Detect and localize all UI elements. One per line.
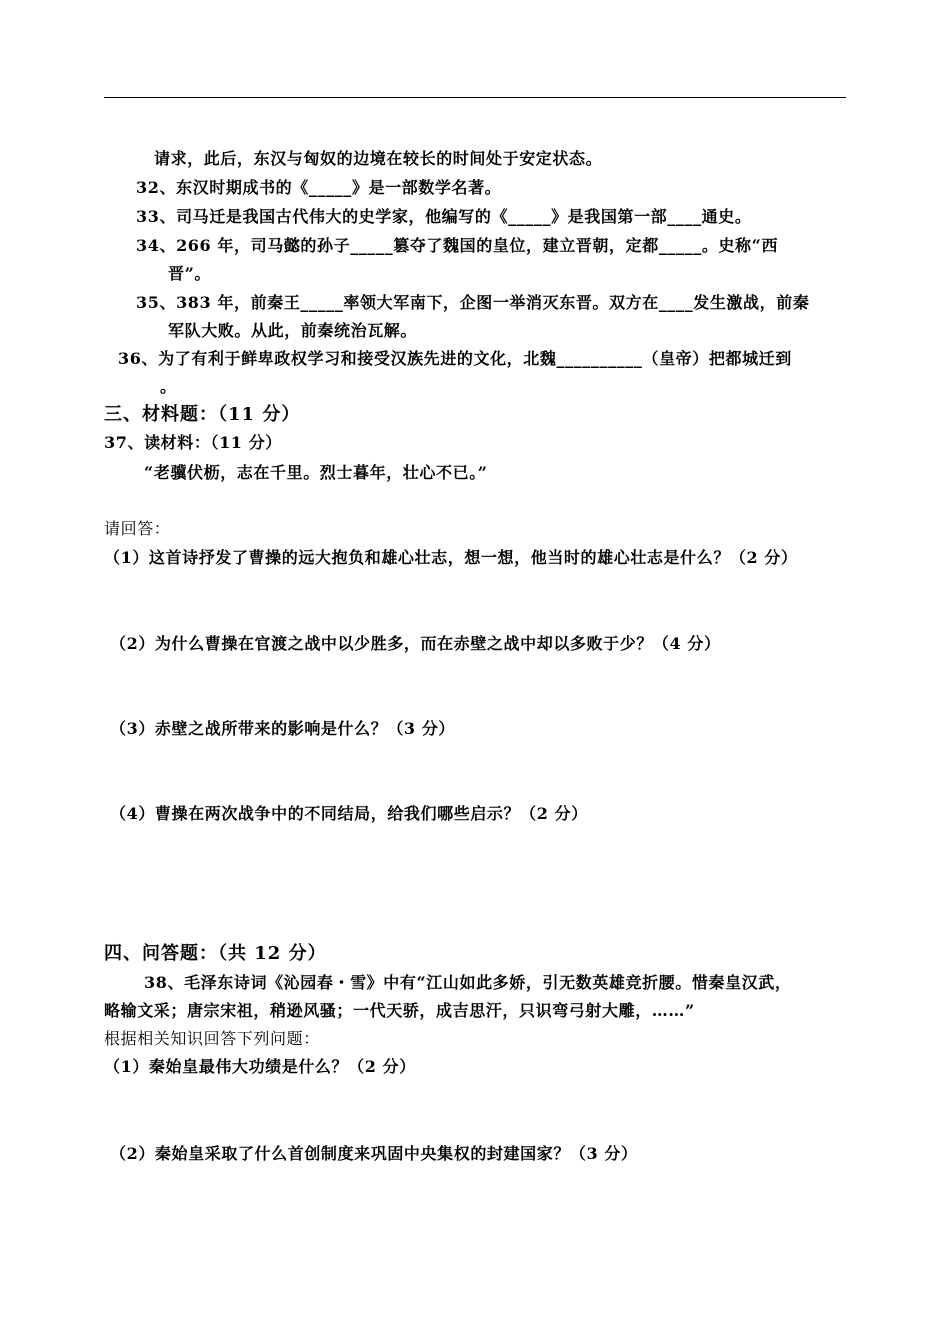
question-38-line2: 略输文采；唐宗宋祖，稍逊风骚；一代天骄，成吉思汗，只识弯弓射大雕，……” (104, 1001, 695, 1020)
question-37-sub1: （1）这首诗抒发了曹操的远大抱负和雄心壮志，想一想，他当时的雄心壮志是什么？（2 分） (104, 548, 798, 567)
question-35-line1: 35、383 年，前秦王_____率领大军南下，企图一举消灭东晋。双方在____发生激战，前秦 (136, 293, 810, 312)
question-38-sub1: （1）秦始皇最伟大功绩是什么？（2 分） (104, 1057, 416, 1076)
section-3-heading: 三、材料题：（11 分） (104, 404, 301, 425)
material-quote: “老骥伏枥，志在千里。烈士暮年，壮心不已。” (144, 463, 488, 482)
question-37-sub3: （3）赤壁之战所带来的影响是什么？（3 分） (110, 719, 456, 738)
question-37-sub4: （4）曹操在两次战争中的不同结局，给我们哪些启示？（2 分） (110, 804, 588, 823)
header-rule (104, 97, 846, 98)
q31-continuation: 请求，此后，东汉与匈奴的边境在较长的时间处于安定状态。 (154, 149, 603, 168)
answer-prompt: 请回答： (104, 519, 171, 538)
question-38-prompt: 根据相关知识回答下列问题： (104, 1029, 320, 1048)
question-38-line1: 38、毛泽东诗词《沁园春・雪》中有“江山如此多娇，引无数英雄竞折腰。惜秦皇汉武， (144, 973, 792, 992)
question-36-line2: 。 (160, 377, 177, 396)
question-34-line2: 晋”。 (168, 264, 212, 283)
question-34-line1: 34、266 年，司马懿的孙子_____篡夺了魏国的皇位，建立晋朝，定都_____。史称“西 (136, 236, 779, 255)
question-37: 37、读材料：（11 分） (104, 433, 282, 452)
question-37-sub2: （2）为什么曹操在官渡之战中以少胜多，而在赤壁之战中却以多败于少？（4 分） (110, 634, 721, 653)
section-4-heading: 四、问答题：（共 12 分） (104, 943, 327, 964)
question-38-sub2: （2）秦始皇采取了什么首创制度来巩固中央集权的封建国家？（3 分） (110, 1144, 638, 1163)
question-32: 32、东汉时期成书的《_____》是一部数学名著。 (136, 178, 502, 197)
question-33: 33、司马迁是我国古代伟大的史学家，他编写的《_____》是我国第一部____通史。 (136, 207, 752, 226)
question-35-line2: 军队大败。从此，前秦统治瓦解。 (168, 321, 418, 340)
question-36-line1: 36、为了有利于鲜卑政权学习和接受汉族先进的文化，北魏__________（皇帝）把都城迁到 (118, 349, 792, 368)
